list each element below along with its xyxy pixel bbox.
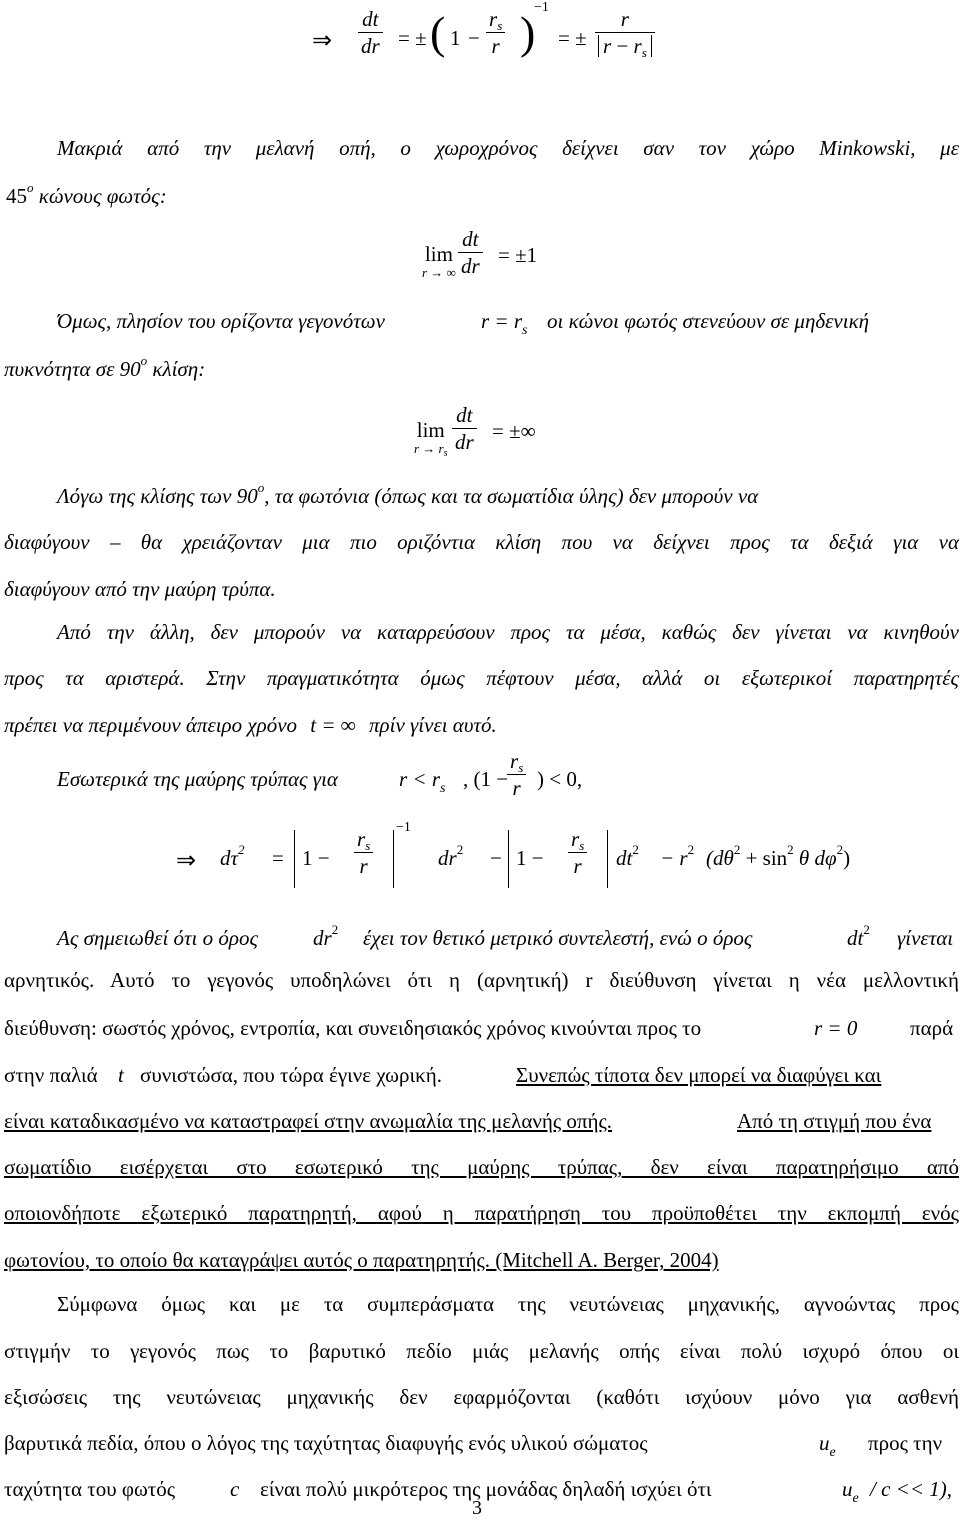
paragraph-metric-note-line1: Ας σημειωθεί ότι ο όρος $dr^2$ έχει τον θετικό μετρικό συντελεστή, ενώ ο όρος $dt^2$ γίνεται [57,922,954,950]
paragraph-horizon-line2: πυκνότητα σε 90$^o$ κλίση: [4,353,206,381]
paragraph-newtonian-line2: στιγμήν το γεγονός πως το βαρυτικό πεδίο μιάς μελανής οπής είναι πολύ ισχυρό όπου οι [4,1339,959,1363]
paragraph-minkowski-line2: 45$^o$ κώνους φωτός: [6,180,167,208]
paragraph-collapse-line2: προς τα αριστερά. Στην πραγματικότητα όμως πέφτουν μέσα, αλλά οι εξωτερικοί παρατηρητές [4,666,959,690]
paragraph-metric-note-line5: είναι καταδικασμένο να καταστραφεί στην ανωμαλία της μελανής οπής. Από τη στιγμή που ένα [4,1109,932,1133]
r-over-r-minus-rs: $\frac{r}{r - rs}$ [595,8,655,57]
page-number: 3 [472,1497,482,1519]
paragraph-newtonian-line3: εξισώσεις της νευτώνειας μηχανικής δεν εφαρμόζονται (καθότι ισχύουν μόνο για ασθενή [4,1385,959,1409]
paragraph-collapse-line3: πρέπει να περιμένουν άπειρο χρόνο t = ∞ πρίν γίνει αυτό. [4,713,497,737]
dt-dr-fraction: $\frac{dt}{dr}$ [358,8,383,57]
left-paren: ( [430,7,446,58]
paragraph-interior-condition: Εσωτερικά της μαύρης τρύπας για $r < r_s$ , (1 − $\frac{rs}{r}$ ) < 0, [57,749,583,801]
paragraph-metric-note-line3: διεύθυνση: σωστός χρόνος, εντροπία, και συνειδησιακός χρόνος κινούνται προς το r = 0 παρά [4,1016,954,1040]
right-paren: ) [520,7,536,58]
paragraph-metric-note-line6: σωματίδιο εισέρχεται στο εσωτερικό της μαύρης τρύπας, δεν είναι παρατηρήσιμο από [4,1155,959,1179]
paragraph-escape-line3: διαφύγουν από την μαύρη τρύπα. [4,577,276,601]
paragraph-minkowski-line1: Μακριά από την μελανή οπή, ο χωροχρόνος δείχνει σαν τον χώρο Minkowski, με [57,136,959,160]
paragraph-newtonian-line5: ταχύτητα του φωτός c είναι πολύ μικρότερος της μονάδας δηλαδή ισχύει ότι $u_e$ / c << 1), [4,1477,952,1506]
rs-over-r-fraction: $\frac{rs}{r}$ [486,8,505,57]
implies-arrow: ⇒ [312,28,333,54]
equation-interior-metric: ⇒ $d\tau^2$ = 1 − $\frac{rs}{r}$ −1 $dr^2$ − 1 − $\frac{rs}{r}$ $dt^2$ − $r^2$ ($d\theta^2 + \sin^2 \theta$ $d\varphi^2$) [176,824,816,894]
paragraph-metric-note-line7: οποιονδήποτε εξωτερικό παρατηρητή, αφού η παρατήρηση του προϋποθέτει την εκπομπή ενός [4,1201,959,1225]
paragraph-metric-note-line8: φωτονίου, το οποίο θα καταγράψει αυτός ο παρατηρητής. (Mitchell A. Berger, 2004) [4,1248,719,1272]
paragraph-newtonian-line1: Σύμφωνα όμως και με τα συμπεράσματα της νευτώνειας μηχανικής, αγνοώντας προς [57,1292,959,1316]
paragraph-horizon-line1: Όμως, πλησίον του ορίζοντα γεγονότων $r = r_s$ οι κώνοι φωτός στενεύουν σε μηδενική [57,309,870,338]
paragraph-newtonian-line4: βαρυτικά πεδία, όπου ο λόγος της ταχύτητας διαφυγής ενός υλικού σώματος $u_e$ προς την [4,1431,943,1460]
paragraph-metric-note-line4: στην παλιά t συνιστώσα, που τώρα έγινε χωρική. Συνεπώς τίποτα δεν μπορεί να διαφύγει και [4,1063,882,1087]
paragraph-metric-note-line2: αρνητικός. Αυτό το γεγονός υποδηλώνει ότι η (αρνητική) r διεύθυνση γίνεται η νέα μελλοντική [4,968,959,992]
document-page: ⇒ $\frac{dt}{dr}$ = ± ( 1 − $\frac{rs}{r}$ ) −1 = ± $\frac{r}{r - rs}$ Μακριά από την μελανή οπή, ο χωροχρόνος δείχνει σαν τον χώρο Minkowski, με 45$^o$ κώνους φωτός: lim r → ∞ $\frac{dt}{dr}$ = ±1 Όμως, πλησίον του ορίζοντα γεγονότων $r = r_s$ οι κώνοι φωτός στενεύουν σε μηδενική πυκνότητα σε 90$^o$ κλίση: lim $r \to r_s$ $\frac{dt}{dr}$ = ±∞ Λόγω της κλίσης των 90$^o$, τα φωτόνια (όπως και τα σωματίδια ύλης) δεν μπορούν να διαφύγουν – θα χρειάζονταν μια πιο οριζόντια κλίση που να δείχνει προς τα δεξιά για να διαφύγουν από την μαύρη τρύπα. Από την άλλη, δεν μπορούν να καταρρεύσουν προς τα μέσα, καθώς δεν γίνεται να κινηθούν προς τα αριστερά. Στην πραγματικότητα όμως πέφτουν μέσα, αλλά οι εξωτερικοί παρατηρητές πρέπει να περιμένουν άπειρο χρόνο t = ∞ πρίν γίνει αυτό. Εσωτερικά της μαύρης τρύπας για $r < r_s$ , (1 − $\frac{rs}{r}$ ) < 0, ⇒ $d\tau^2$ = 1 − $\frac{rs}{r}$ −1 $dr^2$ − 1 − $\frac{rs}{r}$ $dt^2$ − $r^2$ ($d\theta^2 + \sin^2 \theta$ $d\varphi^2$) Ας σημειωθεί ότι ο όρος $dr^2$ έχει τον θετικό μετρικό συντελεστή, ενώ ο όρος $dt^2$ γίνεται αρνητικός. Αυτό το γεγονός υποδηλώνει ότι η (αρνητική) r διεύθυνση γίνεται η νέα μελλοντική διεύθυνση: σωστός χρόνος, εντροπία, και συνειδησιακός χρόνος κινούνται προς το r = 0 παρά στην παλιά t συνιστώσα, που τώρα έγινε χωρική. Συνεπώς τίποτα δεν μπορεί να διαφύγει και είναι καταδικασμένο να καταστραφεί στην ανωμαλία της μελανής οπής. Από τη στιγμή που ένα σωματίδιο εισέρχεται στο εσωτερικό της μαύρης τρύπας, δεν είναι παρατηρήσιμο από οποιονδήποτε εξωτερικό παρατηρητή, αφού η παρατήρηση του προϋποθέτει την εκπομπή ενός φωτονίου, το οποίο θα καταγράψει αυτός ο παρατηρητής. (Mitchell A. Berger, 2004) Σύμφωνα όμως και με τα συμπεράσματα της νευτώνειας μηχανικής, αγνοώντας προς στιγμήν το γεγονός πως το βαρυτικό πεδίο μιάς μελανής οπής είναι πολύ ισχυρό όπου οι εξισώσεις της νευτώνειας μηχανικής δεν εφαρμόζονται (καθότι ισχύουν μόνο για ασθενή βαρυτικά πεδία, όπου ο λόγος της ταχύτητας διαφυγής ενός υλικού σώματος $u_e$ προς την ταχύτητα του φωτός c είναι πολύ μικρότερος της μονάδας δηλαδή ισχύει ότι $u_e$ / c << 1), 3 [4,0,959,1519]
paragraph-collapse-line1: Από την άλλη, δεν μπορούν να καταρρεύσουν προς τα μέσα, καθώς δεν γίνεται να κινηθούν [57,620,959,644]
paragraph-escape-line2: διαφύγουν – θα χρειάζονταν μια πιο οριζόντια κλίση που να δείχνει προς τα δεξιά για να [4,530,959,554]
paragraph-escape-line1: Λόγω της κλίσης των 90$^o$, τα φωτόνια (όπως και τα σωματίδια ύλης) δεν μπορούν να [57,480,759,508]
